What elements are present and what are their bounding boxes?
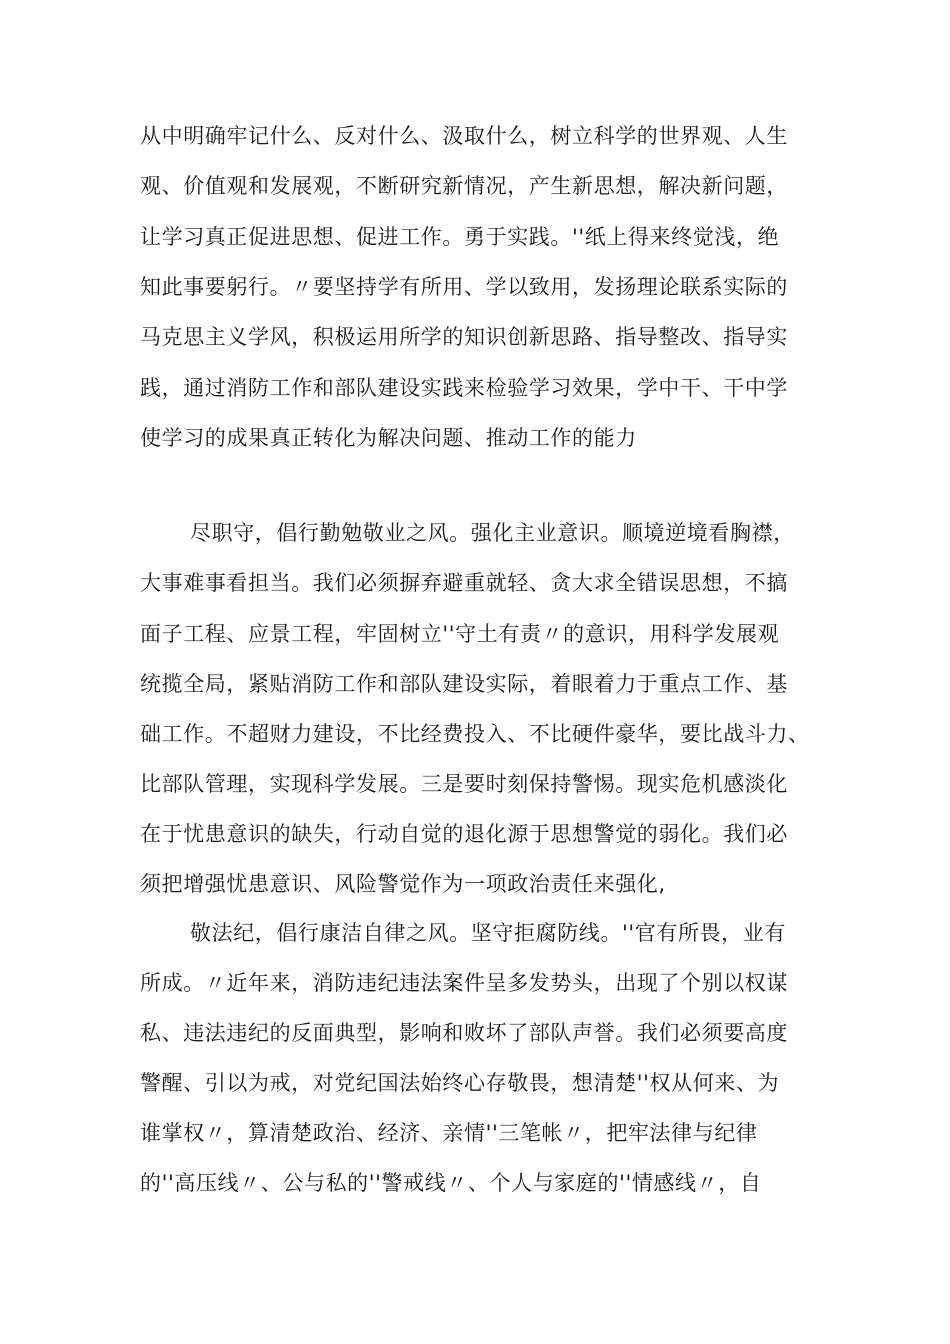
paragraph-1-line-4: 知此事要躬行。〃要坚持学有所用、学以致用，发扬理论联系实际的: [140, 275, 788, 299]
paragraph-2-line-6: 比部队管理，实现科学发展。三是要时刻保持警惕。现实危机感淡化: [140, 772, 788, 796]
paragraph-1-line-3: 让学习真正促进思想、促进工作。勇于实践。''纸上得来终觉浅，绝: [140, 225, 780, 249]
paragraph-1-line-2: 观、价值观和发展观，不断研究新情况，产生新思想，解决新问题，: [140, 174, 788, 198]
paragraph-2-line-5: 础工作。不超财力建设，不比经费投入、不比硬件豪华，要比战斗力、: [140, 722, 810, 746]
paragraph-3-line-3: 私、违法违纪的反面典型，影响和败坏了部队声誉。我们必须要高度: [140, 1021, 788, 1045]
paragraph-1-line-7: 使学习的成果真正转化为解决问题、推动工作的能力: [140, 426, 637, 450]
paragraph-1-line-6: 践，通过消防工作和部队建设实践来检验学习效果，学中干、干中学: [140, 376, 788, 400]
paragraph-3-line-5: 谁掌权〃，算清楚政治、经济、亲情''三笔帐〃，把牢法律与纪律: [140, 1121, 758, 1145]
paragraph-3-line-1: 敬法纪，倡行康洁自律之风。坚守拒腐防线。''官有所畏，业有: [190, 921, 786, 945]
paragraph-2-line-1: 尽职守，倡行勤勉敬业之风。强化主业意识。顺境逆境看胸襟，: [190, 521, 795, 545]
paragraph-2-line-8: 须把增强忧患意识、风险警觉作为一项政治责任来强化,: [140, 872, 666, 896]
paragraph-1-line-1: 从中明确牢记什么、反对什么、汲取什么，树立科学的世界观、人生: [140, 124, 788, 148]
paragraph-1-line-5: 马克思主义学风，积极运用所学的知识创新思路、指导整改、指导实: [140, 325, 788, 349]
paragraph-3-line-6: 的''高压线〃、公与私的''警戒线〃、个人与家庭的''情感线〃，自: [140, 1171, 762, 1195]
paragraph-3-line-4: 警醒、引以为戒，对党纪国法始终心存敬畏，想清楚''权从何来、为: [140, 1071, 780, 1095]
paragraph-2-line-4: 统揽全局，紧贴消防工作和部队建设实际，着眼着力于重点工作、基: [140, 672, 788, 696]
paragraph-2-line-7: 在于忧患意识的缺失，行动自觉的退化源于思想警觉的弱化。我们必: [140, 822, 788, 846]
paragraph-2-line-3: 面子工程、应景工程，牢固树立''守土有责〃的意识，用科学发展观: [140, 622, 780, 646]
paragraph-2-line-2: 大事难事看担当。我们必须摒弃避重就轻、贪大求全错误思想，不搞: [140, 571, 788, 595]
paragraph-3-line-2: 所成。〃近年来，消防违纪违法案件呈多发势头，出现了个别以权谋: [140, 971, 788, 995]
